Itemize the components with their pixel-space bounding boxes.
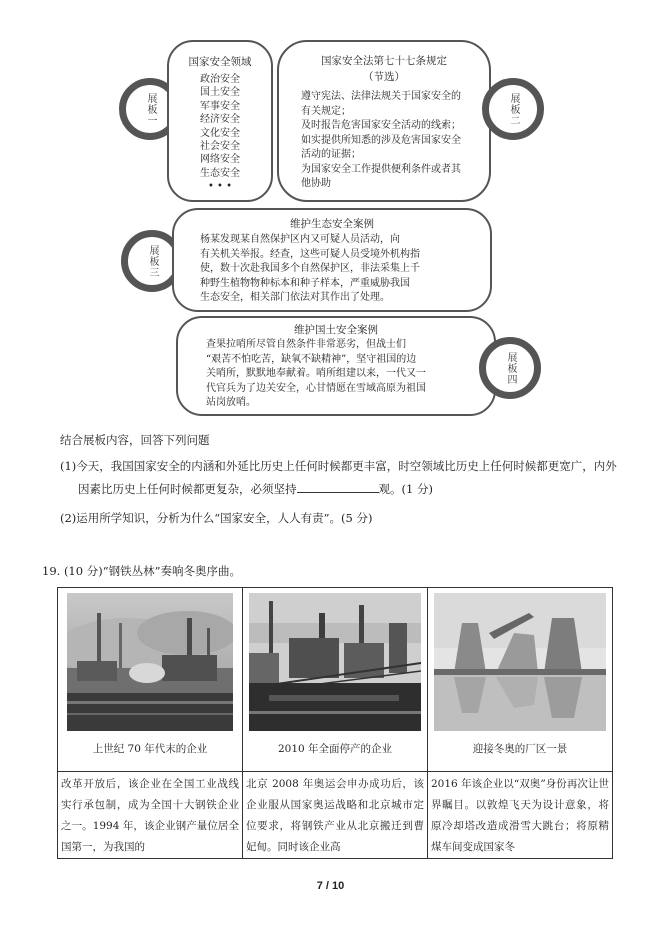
photo-cell-olympics — [428, 588, 613, 772]
photo-olympics-park — [434, 593, 606, 731]
board4-badge — [479, 337, 541, 399]
board3-title: 维护生态安全案例 — [290, 218, 374, 230]
law-text-line: 及时报告危害国家安全活动的线索； — [301, 120, 461, 131]
law-text-line: 活动的证据； — [301, 149, 361, 160]
photo-1970s-factory — [67, 593, 233, 731]
board1-panel — [167, 40, 273, 202]
board3-label: 展板三 — [147, 244, 158, 278]
page-number: 7 / 10 — [316, 880, 345, 892]
board1-list — [169, 73, 271, 194]
security-field-item: 经济安全 — [200, 114, 240, 126]
question-1-line2 — [78, 478, 433, 500]
security-field-item: 政治安全 — [200, 74, 240, 85]
board2-panel — [277, 40, 491, 202]
case-text-line: 有关机关举报。经查，这些可疑人员受境外机构指 — [200, 248, 420, 260]
law-text-line: 有关规定； — [301, 105, 351, 117]
law-text-line: 如实提供所知悉的涉及危害国家安全 — [301, 134, 461, 146]
case-text-line: 站岗放哨。 — [206, 397, 256, 408]
text-1970s: 改革开放后，该企业在全国工业战线实行承包制，成为全国十大钢铁企业之一。1994 年，该企业钢产量位居全国第一，为我国的 — [61, 778, 239, 853]
board2-subtitle: （节选） — [363, 71, 405, 83]
board4-text — [206, 338, 494, 411]
caption-2010: 2010 年全面停产的企业 — [277, 743, 393, 755]
board2-badge — [482, 78, 544, 140]
board2-label: 展板二 — [508, 92, 519, 126]
board4-title: 维护国土安全案例 — [294, 324, 378, 336]
law-text-line: 遵守宪法、法律法规关于国家安全的 — [301, 91, 461, 102]
photo-cell-2010 — [243, 588, 428, 772]
board1-title: 国家安全领域 — [188, 56, 252, 68]
case-text-line: 种野生植物物种标本和种子样本，严重威胁我国 — [200, 277, 410, 289]
q19-table — [57, 587, 613, 859]
security-field-item: 社会安全 — [200, 141, 240, 153]
board3-panel — [172, 208, 492, 312]
board3-text — [200, 233, 490, 306]
security-field-item: 文化安全 — [200, 127, 240, 139]
text-olympics: 2016 年该企业以“双奥”身份再次让世界瞩目。以敦煌飞天为设计意象，将原冷却塔改造成滑雪大跳台；将原精煤车间变成国家冬 — [431, 778, 609, 853]
caption-1970s: 上世纪 70 年代末的企业 — [92, 743, 208, 755]
board2-text — [301, 90, 489, 192]
photo-cell-1970s — [58, 588, 243, 772]
question-1-line1: (1)今天，我国国家安全的内涵和外延比历史上任何时候都更丰富，时空领域比历史上任何时候都更宽广，内外 — [60, 459, 617, 473]
q19-heading: 19. (10 分)“钢铁丛林”奏响冬奥序曲。 — [42, 564, 241, 578]
caption-olympics: 迎接冬奥的厂区一景 — [472, 743, 568, 755]
case-text-line: 代官兵为了边关安全，心甘情愿在雪域高原为祖国 — [206, 382, 426, 394]
case-text-line: 使，数十次赴我国多个自然保护区，非法采集上千 — [200, 263, 420, 274]
board4-label: 展板四 — [505, 351, 516, 385]
security-field-item: 网络安全 — [200, 154, 240, 166]
board1-label: 展板一 — [145, 92, 156, 126]
case-text-line: 关哨所，默默地奉献着。哨所组建以来，一代又一 — [206, 368, 426, 379]
security-field-item: 军事安全 — [200, 100, 240, 112]
question-2: (2)运用所学知识，分析为什么“国家安全，人人有责”。(5 分) — [60, 511, 373, 525]
law-text-line: 为国家安全工作提供便利条件或者其 — [301, 163, 461, 175]
board4-panel — [176, 316, 496, 416]
security-field-item: 生态安全 — [200, 167, 240, 179]
answer-blank[interactable] — [297, 480, 379, 493]
text-2010: 北京 2008 年奥运会申办成功后，该企业服从国家奥运战略和北京城市定位要求，将钢铁产业从北京搬迁到曹妃甸。同时该企业高 — [246, 778, 424, 853]
question-intro: 结合展板内容，回答下列问题 — [60, 433, 210, 447]
question-1-text: 因素比历史上任何时候都更复杂，必须坚持 — [78, 482, 297, 496]
security-field-item: • • • — [207, 181, 233, 193]
question-1-tail: 观。(1 分) — [378, 482, 433, 496]
case-text-line: 查果拉哨所尽管自然条件非常恶劣，但战士们 — [206, 339, 406, 350]
board2-title: 国家安全法第七十七条规定 — [321, 55, 447, 67]
law-text-line: 他协助 — [301, 178, 331, 189]
case-text-line: “艰苦不怕吃苦，缺氧不缺精神”，坚守祖国的边 — [206, 353, 417, 365]
case-text-line: 生态安全，相关部门依法对其作出了处理。 — [200, 292, 390, 303]
security-field-item: 国土安全 — [200, 87, 240, 99]
photo-2010-factory — [249, 593, 421, 731]
case-text-line: 杨某发现某自然保护区内又可疑人员活动，向 — [200, 234, 400, 245]
